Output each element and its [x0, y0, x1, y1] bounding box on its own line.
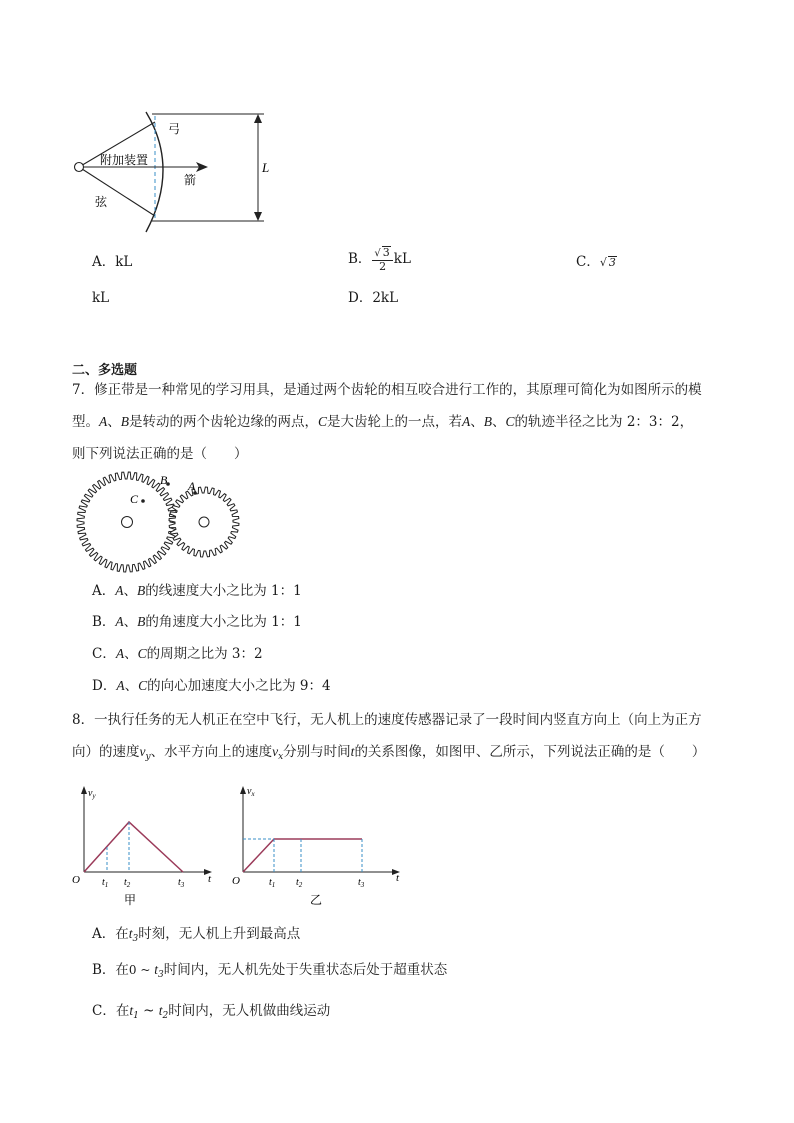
- option-prefix: B．: [92, 614, 116, 630]
- vx-curve: [243, 839, 362, 872]
- text-segment: 是转动的两个齿轮边缘的两点，: [129, 414, 318, 430]
- string-lower: [79, 167, 155, 216]
- subscript: 3: [132, 934, 139, 944]
- y-axis-arrow-icon: [81, 786, 87, 794]
- text-segment: 、: [123, 614, 138, 630]
- text-segment: ~: [138, 1003, 159, 1019]
- var-t: t: [154, 962, 159, 977]
- var-C: C: [318, 414, 328, 429]
- q7-option-d[interactable]: [92, 676, 331, 696]
- ylabel: $v_x$: [247, 786, 255, 798]
- q7-line2: [72, 412, 693, 432]
- var-t: t: [128, 926, 133, 941]
- var-point: A: [115, 583, 124, 598]
- var-t: t: [350, 744, 355, 759]
- var-B: B: [483, 414, 493, 429]
- var-point: B: [137, 583, 146, 598]
- origin-label: O: [232, 875, 240, 887]
- label-device: 附加装置: [100, 153, 149, 167]
- text-segment: 是大齿轮上的一点，若: [327, 414, 463, 430]
- text-segment: 、: [123, 583, 137, 599]
- q6-option-b[interactable]: [348, 246, 411, 273]
- text-segment: 、水平方向上的速度: [150, 744, 273, 760]
- q6-option-b-suffix: kL: [393, 251, 411, 267]
- denominator: 2: [379, 260, 387, 273]
- subscript: y: [145, 752, 151, 762]
- graph-vx: [226, 780, 416, 910]
- fraction: $\frac{√ 3}{2}$: [372, 246, 392, 273]
- point-C: [141, 499, 145, 503]
- graph-vy: [68, 782, 228, 910]
- label-bow: 弓: [168, 122, 181, 136]
- text-segment: 向）的速度: [72, 744, 140, 760]
- var-point: B: [137, 614, 146, 629]
- label-string: 弦: [95, 195, 108, 209]
- text-segment: 、: [470, 414, 484, 430]
- sqrt-value: 3: [382, 246, 390, 259]
- origin-label: O: [72, 874, 80, 886]
- text-segment: B．在: [92, 962, 129, 978]
- option-text: 的角速度大小之比为 1：1: [145, 614, 302, 630]
- tick-t2: $t_2$: [124, 877, 131, 889]
- var-t: t: [158, 1003, 163, 1018]
- small-gear-center: [199, 517, 209, 527]
- xlabel: t: [208, 873, 212, 885]
- text-segment: 分别与时间: [283, 744, 351, 760]
- label-B: B: [160, 473, 168, 487]
- tick-t1: $t_1$: [269, 877, 276, 889]
- var-v: v: [139, 744, 146, 759]
- range-text: 0 ~: [128, 963, 155, 977]
- text-segment: 型。: [72, 414, 99, 430]
- q6-option-d[interactable]: D．2kL: [348, 290, 399, 306]
- q7-option-a[interactable]: [92, 581, 302, 601]
- text-segment: 、: [107, 414, 121, 430]
- q8-option-c[interactable]: [92, 1001, 330, 1026]
- q6-option-c-prefix: C．: [576, 254, 600, 270]
- var-point: A: [115, 646, 125, 661]
- text-segment: 的关系图像，如图甲、乙所示，下列说法正确的是（ ）: [354, 744, 706, 760]
- label-A: A: [188, 479, 196, 493]
- text-segment: 时间内，无人机先处于失重状态后处于超重状态: [163, 962, 448, 978]
- q6-option-c[interactable]: C．√ 3: [576, 254, 616, 270]
- var-A: A: [99, 414, 108, 429]
- tick-t1: $t_1$: [102, 877, 109, 889]
- bow-figure: [68, 108, 288, 238]
- var-point: C: [138, 678, 148, 693]
- vy-curve: [84, 822, 183, 872]
- q6-option-a[interactable]: A．kL: [92, 254, 133, 270]
- q8-option-a[interactable]: [92, 924, 300, 949]
- var-v: v: [272, 744, 279, 759]
- pivot-circle: [75, 163, 84, 172]
- option-text: 的周期之比为 3：2: [146, 646, 263, 662]
- sqrt-value: 3: [608, 256, 616, 269]
- option-text: 的线速度大小之比为 1：1: [145, 583, 302, 599]
- option-text: 的向心加速度大小之比为 9：4: [147, 678, 331, 694]
- var-point: A: [116, 678, 125, 693]
- gears-figure: [70, 470, 250, 580]
- subscript: x: [278, 752, 284, 762]
- option-prefix: A．: [92, 583, 116, 599]
- subscript: 3: [158, 970, 164, 980]
- text-segment: 、: [124, 678, 139, 694]
- text-segment: 的轨迹半径之比为 2：3：2，: [514, 414, 694, 430]
- ylabel: $v_y$: [88, 788, 96, 800]
- caption: 乙: [310, 893, 323, 907]
- big-gear-center: [122, 517, 133, 528]
- subscript: 2: [162, 1011, 169, 1021]
- text-segment: 、: [492, 414, 506, 430]
- y-axis-arrow-icon: [240, 786, 246, 794]
- var-A: A: [462, 414, 471, 429]
- q6-option-c-continued: kL: [92, 290, 110, 306]
- var-C: C: [505, 414, 515, 429]
- q6-option-b-prefix: B．: [348, 251, 372, 267]
- text-segment: 时刻，无人机上升到最高点: [138, 926, 301, 942]
- dimension-arrow-up-icon: [254, 114, 262, 123]
- q7-option-b[interactable]: [92, 612, 302, 632]
- tick-t2: $t_2$: [296, 877, 303, 889]
- q7-option-c[interactable]: [92, 644, 263, 664]
- caption: 甲: [124, 893, 137, 907]
- label-C: C: [130, 492, 139, 506]
- var-B: B: [120, 414, 129, 429]
- option-prefix: C．: [92, 646, 116, 662]
- xlabel: t: [396, 872, 400, 884]
- text-segment: 时间内，无人机做曲线运动: [168, 1003, 331, 1019]
- subscript: 1: [133, 1011, 139, 1021]
- tick-t3: $t_3$: [178, 877, 185, 889]
- q7-line3: 则下列说法正确的是（ ）: [72, 446, 248, 462]
- label-L: L: [262, 160, 270, 175]
- var-t: t: [129, 1003, 134, 1018]
- text-segment: 、: [124, 646, 138, 662]
- dimension-arrow-down-icon: [254, 212, 262, 221]
- section-title: 二、多选题: [72, 363, 138, 378]
- q8-line2: [72, 742, 705, 767]
- q7-line1: 7．修正带是一种常见的学习用具，是通过两个齿轮的相互咬合进行工作的，其原理可简化为如图所示的模: [72, 382, 702, 398]
- option-prefix: D．: [92, 678, 117, 694]
- text-segment: C．在: [92, 1003, 130, 1019]
- tick-t3: $t_3$: [358, 877, 365, 889]
- label-arrow: 箭: [184, 173, 197, 187]
- q8-option-b[interactable]: [92, 960, 447, 985]
- q8-line1: 8．一执行任务的无人机正在空中飞行，无人机上的速度传感器记录了一段时间内竖直方向上（向上为正方: [72, 712, 702, 728]
- var-point: C: [137, 646, 147, 661]
- var-point: A: [115, 614, 124, 629]
- text-segment: A．在: [92, 926, 129, 942]
